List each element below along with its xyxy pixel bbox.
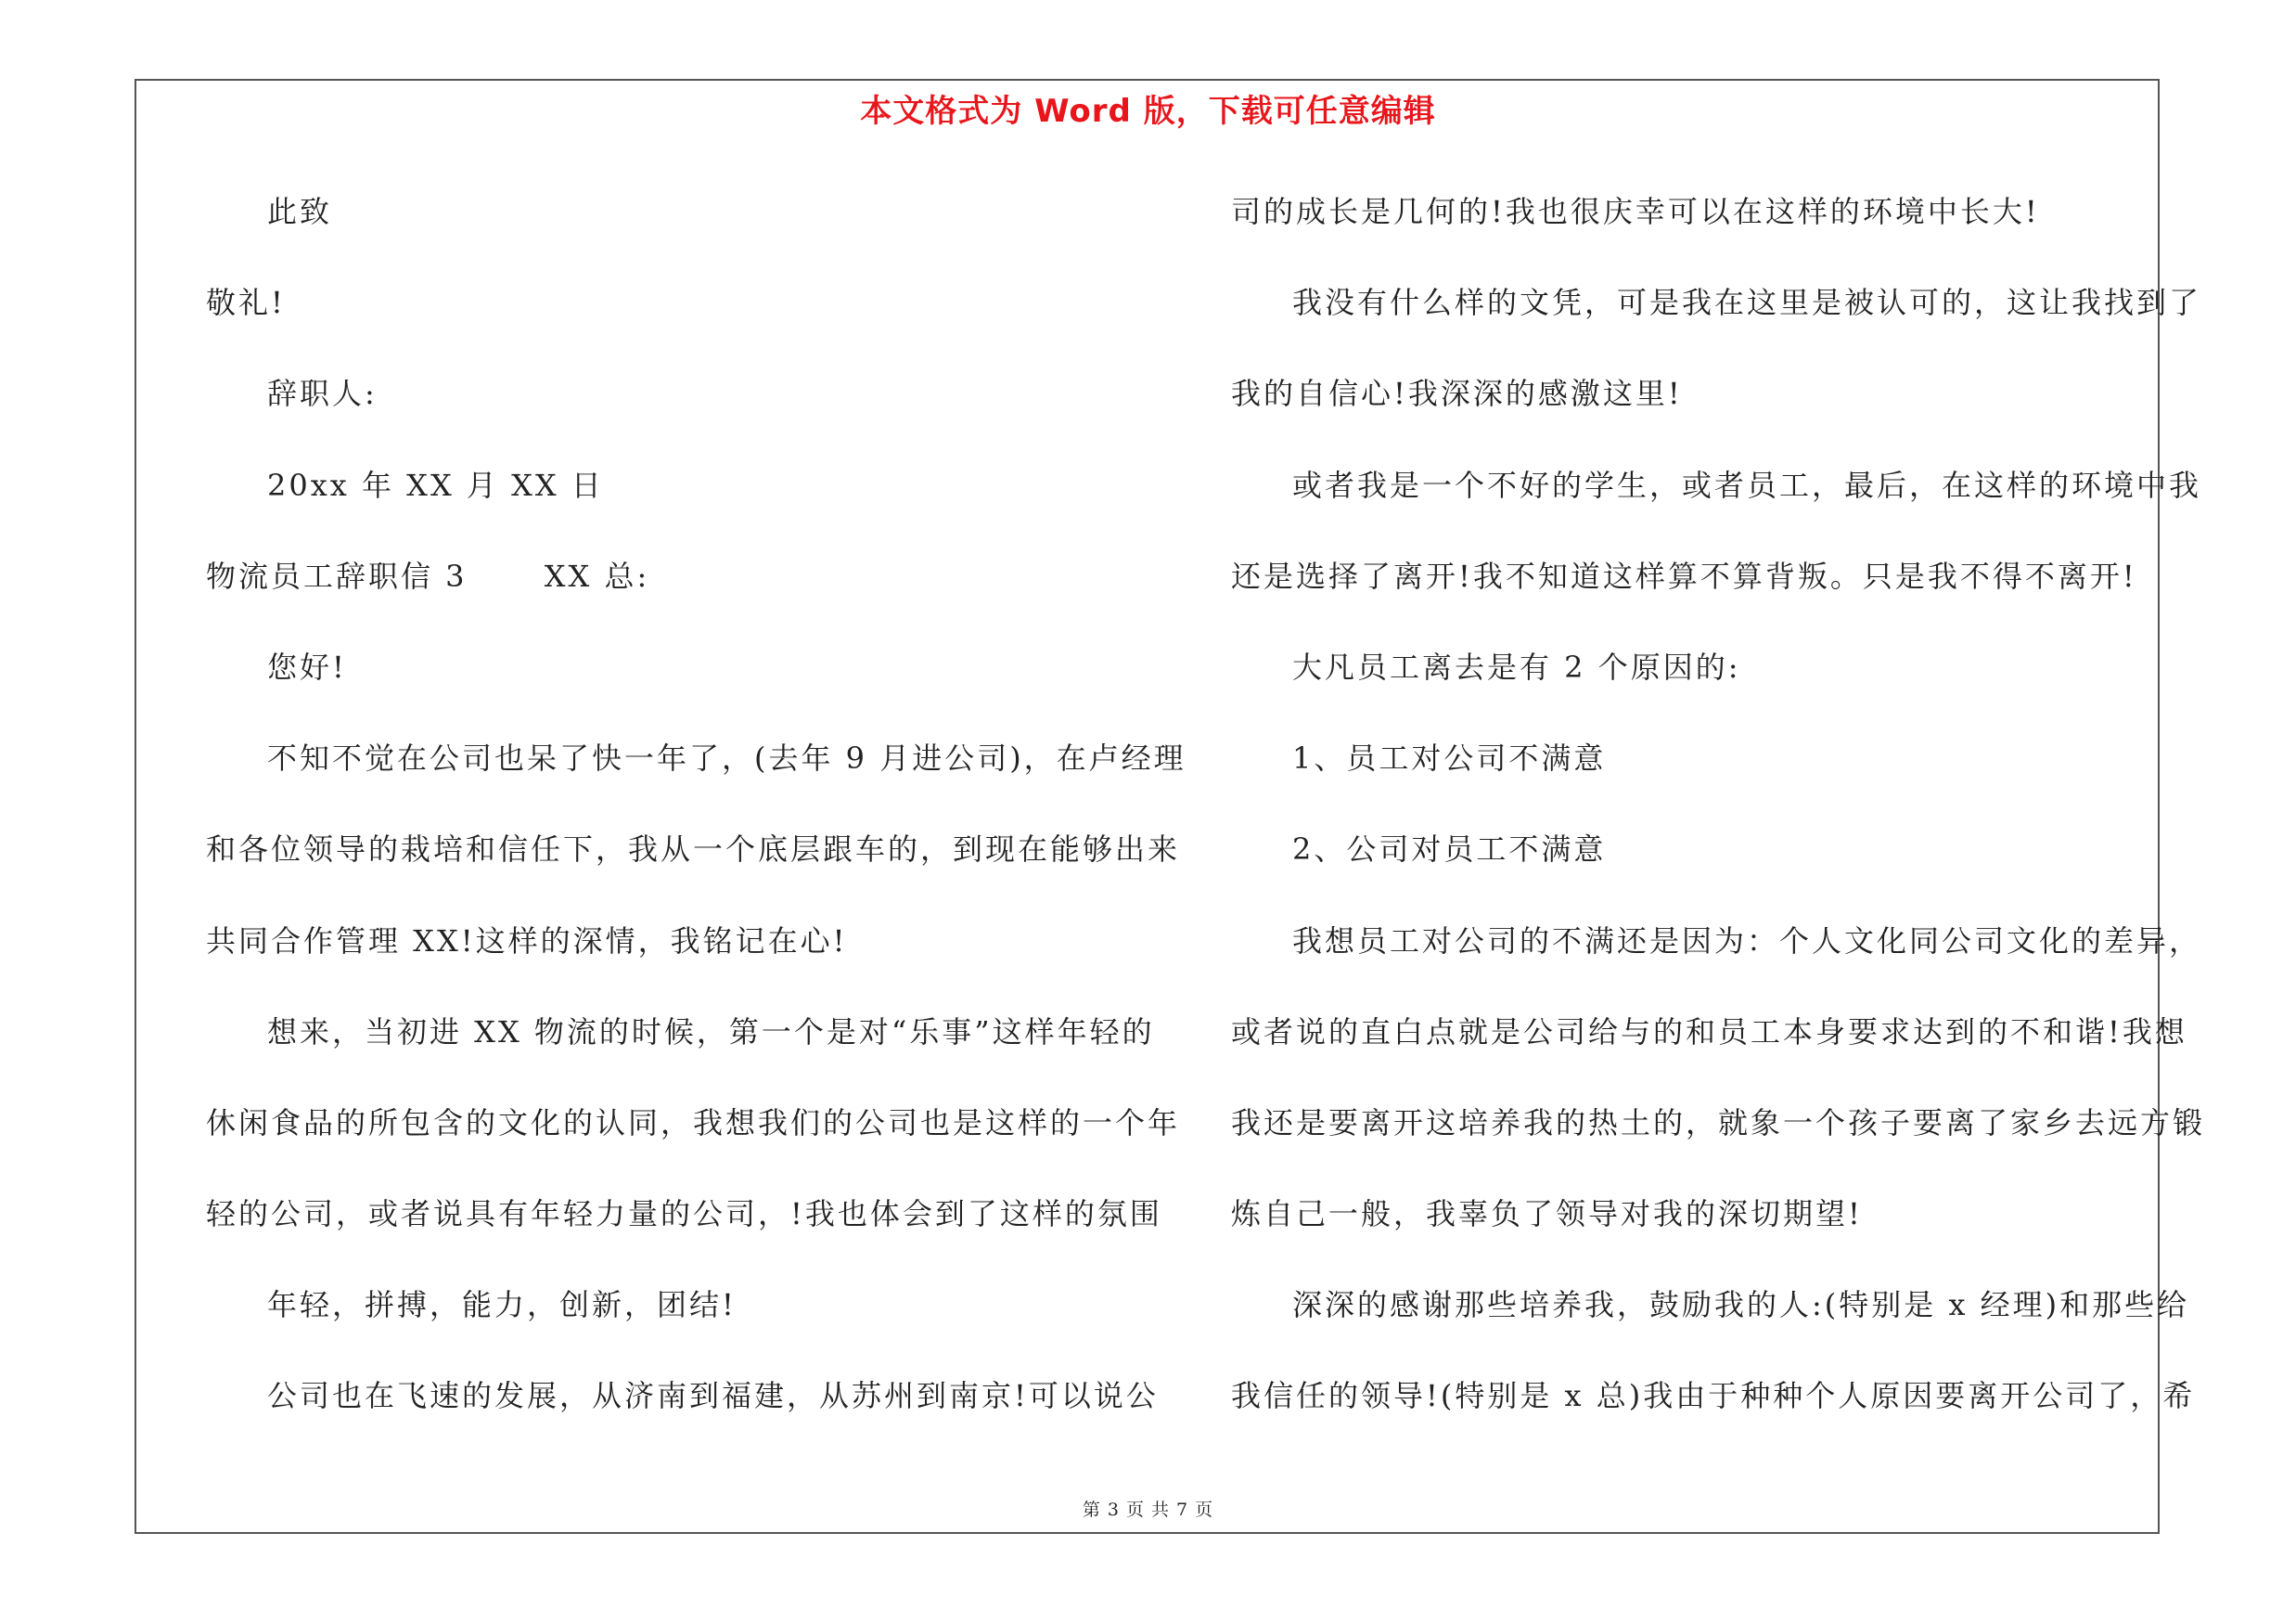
text-line: 休闲食品的所包含的文化的认同，我想我们的公司也是这样的一个年 [206, 1104, 1181, 1140]
text-line: 我没有什么样的文凭，可是我在这里是被认可的，这让我找到了 [1292, 285, 2202, 321]
page-number-footer: 第 3 页 共 7 页 [1082, 1500, 1214, 1520]
text-line: 司的成长是几何的!我也很庆幸可以在这样的环境中长大! [1231, 194, 2040, 229]
text-line: 1、员工对公司不满意 [1292, 741, 1607, 777]
text-line: 敬礼! [206, 285, 286, 321]
text-line: 我的自信心!我深深的感激这里! [1231, 376, 1683, 412]
text-line: 或者我是一个不好的学生，或者员工，最后，在这样的环境中我 [1292, 467, 2202, 503]
text-line: 公司也在飞速的发展，从济南到福建，从苏州到南京!可以说公 [267, 1378, 1159, 1414]
text-line: 不知不觉在公司也呆了快一年了，(去年 9 月进公司)，在卢经理 [267, 741, 1186, 777]
text-line: 2、公司对员工不满意 [1292, 831, 1607, 868]
text-line: 我信任的领导!(特别是 x 总)我由于种种个人原因要离开公司了，希 [1231, 1378, 2196, 1414]
text-line: 炼自己一般，我辜负了领导对我的深切期望! [1231, 1196, 1863, 1232]
text-line: 或者说的直白点就是公司给与的和员工本身要求达到的不和谐!我想 [1231, 1013, 2187, 1050]
text-line: 还是选择了离开!我不知道这样算不算背叛。只是我不得不离开! [1231, 558, 2137, 594]
format-banner: 本文格式为 Word 版，下载可任意编辑 [860, 93, 1436, 130]
text-line: 辞职人: [267, 376, 378, 412]
text-line: 轻的公司，或者说具有年轻力量的公司，!我也体会到了这样的氛围 [206, 1196, 1162, 1232]
text-line: 和各位领导的栽培和信任下，我从一个底层跟车的，到现在能够出来 [206, 831, 1181, 868]
left-text-column [206, 179, 1186, 1455]
text-line: 共同合作管理 XX!这样的深情，我铭记在心! [206, 922, 848, 959]
right-text-column [1231, 179, 2206, 1455]
text-line: 此致 [267, 194, 333, 229]
text-line: 20xx 年 XX 月 XX 日 [267, 467, 604, 503]
text-line: 我想员工对公司的不满还是因为：个人文化同公司文化的差异， [1292, 922, 2202, 959]
text-line: 想来，当初进 XX 物流的时候，第一个是对“乐事”这样年轻的 [267, 1013, 1155, 1050]
text-line: 您好! [267, 649, 347, 685]
text-line: 年轻，拼搏，能力，创新，团结! [267, 1287, 737, 1323]
text-line: 深深的感谢那些培养我，鼓励我的人:(特别是 x 经理)和那些给 [1292, 1287, 2190, 1323]
text-line: 我还是要离开这培养我的热土的，就象一个孩子要离了家乡去远方锻 [1231, 1104, 2206, 1140]
text-line: 大凡员工离去是有 2 个原因的: [1292, 649, 1741, 685]
text-line: 物流员工辞职信 3 XX 总: [206, 558, 650, 594]
